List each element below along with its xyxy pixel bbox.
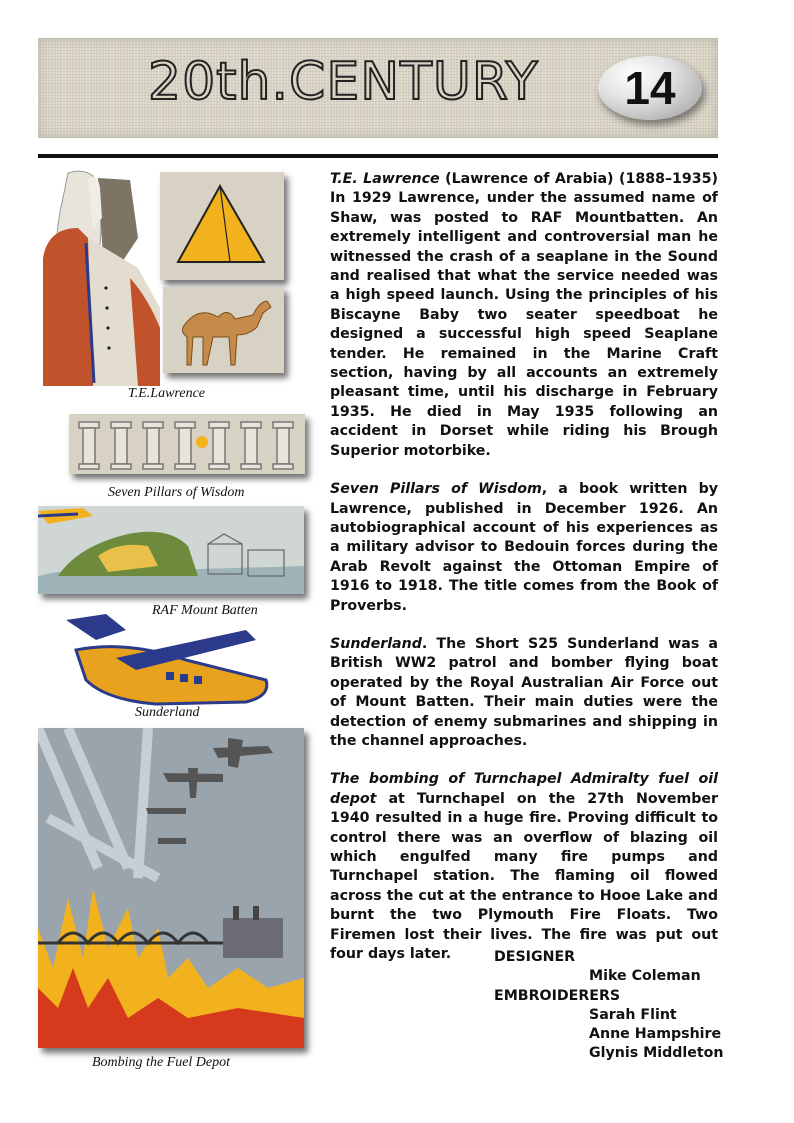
article-sunderland-text: . The Short S25 Sunderland was a British WW2 patrol and bomber flying boat operated by the Royal Australian Air Force out of Mount Batten. Their main duties were the detection of enemy submarines and shipping in the channel approaches. xyxy=(330,635,718,749)
header-rule xyxy=(38,154,718,158)
page-title: 20th.CENTURY xyxy=(148,52,539,112)
designer-label: DESIGNER xyxy=(494,949,576,965)
camel-embroidery-image xyxy=(163,287,284,373)
pyramid-embroidery-image xyxy=(160,172,284,280)
mountbatten-embroidery-image xyxy=(38,506,304,594)
header-banner xyxy=(38,38,718,138)
designer-name: Mike Coleman xyxy=(589,968,701,985)
pillars-embroidery-image xyxy=(69,414,305,474)
article-lawrence xyxy=(330,170,718,461)
caption-sunderland: Sunderland xyxy=(135,705,200,720)
lawrence-embroidery-image xyxy=(38,168,160,386)
article-lawrence-title: T.E. Lawrence xyxy=(330,171,440,187)
caption-pillars: Seven Pillars of Wisdom xyxy=(108,485,245,500)
article-sunderland xyxy=(330,635,718,751)
article-lawrence-text: (Lawrence of Arabia) (1888–1935) In 1929 Lawrence, under the assumed name of Shaw, was posted to RAF Mountbatten. An extremely intelligent and controversial man he witnessed the crash of a seaplane in the Sound and realised that what the service needed was a high speed launch. Using the principles of his Biscayne Baby two seater speedboat he designed a successful high speed Seaplane tender. He remained in the Marine Craft section, having by all accounts an extremely pleasant time, until his discharge in February 1935. He died in May 1935 following an accident in Dorset while riding his Brough Superior motorbike. xyxy=(330,171,719,459)
article-pillars-text: , a book written by Lawrence, published in December 1926. An autobiographical account of his experiences as a military advisor to Bedouin forces during the Arab Revolt against the Ottoman Empire of 1916 to 1918. The title comes from the Book of Proverbs. xyxy=(330,481,718,614)
embroiderer-name: Anne Hampshire xyxy=(589,1026,722,1043)
caption-mountbatten: RAF Mount Batten xyxy=(152,603,258,618)
sunderland-embroidery-image xyxy=(66,610,280,706)
embroiderer-name: Glynis Middleton xyxy=(589,1045,724,1062)
bombing-embroidery-image xyxy=(38,728,304,1048)
page-number-badge: 14 xyxy=(598,56,702,120)
article-pillars xyxy=(330,480,718,616)
article-bombing-title: The bombing of Turnchapel Admiralty fuel oil depot xyxy=(330,771,718,807)
credits-block xyxy=(494,948,724,1064)
caption-lawrence: T.E.Lawrence xyxy=(128,386,205,401)
article-bombing xyxy=(330,770,718,964)
embroiderer-name: Sarah Flint xyxy=(589,1006,677,1023)
caption-bombing: Bombing the Fuel Depot xyxy=(92,1055,231,1070)
article-body xyxy=(330,170,718,983)
article-sunderland-title: Sunderland xyxy=(330,635,422,652)
embroiderers-label: EMBROIDERERS xyxy=(494,987,621,1004)
article-pillars-title: Seven Pillars of Wisdom xyxy=(330,481,542,498)
article-bombing-text: at Turnchapel on the 27th November 1940 resulted in a huge fire. Proving difficult to control there was an overflow of blazing oil which engulfed many fire pumps and Turnchapel station. The flaming oil flowed across the cut at the entrance to Hooe Lake and burnt the two Plymouth Fire Floats. Two Firemen lost their lives. The fire was put out four days later. xyxy=(330,790,718,963)
